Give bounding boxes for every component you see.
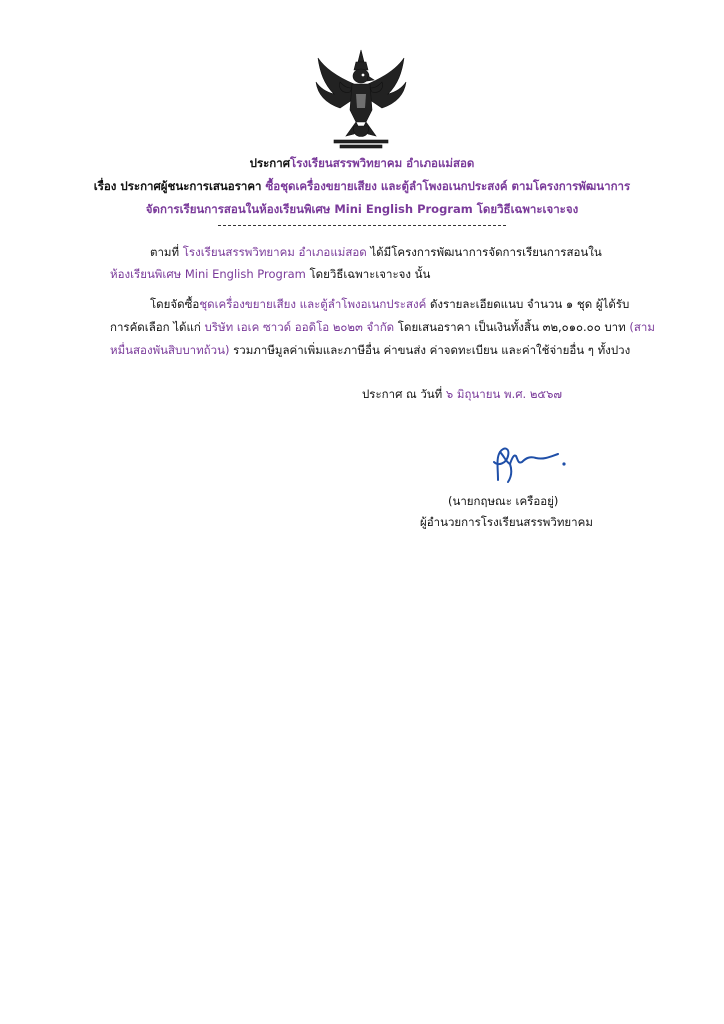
para2-price-words-b: หมื่นสองพันสิบบาทถ้วน) xyxy=(110,343,230,357)
announcement-date xyxy=(362,386,562,402)
para2-price-words-a: (สาม xyxy=(629,320,655,334)
para2-text-c: ดังรายละเอียดแนบ จำนวน ๑ ชุด ผู้ได้รับ xyxy=(426,297,630,311)
signer-position: ผู้อำนวยการโรงเรียนสรรพวิทยาคม xyxy=(420,515,593,529)
para1-school: โรงเรียนสรรพวิทยาคม อำเภอแม่สอด xyxy=(182,245,367,259)
page-title xyxy=(0,155,724,171)
subject-prefix: เรื่อง ประกาศผู้ชนะการเสนอราคา xyxy=(93,179,266,193)
subject-item: ซื้อชุดเครื่องขยายเสียง และตู้ลำโพงอเนกประสงค์ ตามโครงการพัฒนาการ xyxy=(265,179,631,193)
para2-item: ชุดเครื่องขยายเสียง และตู้ลำโพงอเนกประสงค์ xyxy=(199,297,427,311)
title-prefix: ประกาศ xyxy=(249,156,291,170)
para2-line-1 xyxy=(150,296,629,312)
subject-line-2: จัดการเรียนการสอนในห้องเรียนพิเศษ Mini English Program โดยวิธีเฉพาะเจาะจง xyxy=(145,202,579,216)
subject-line-1 xyxy=(0,178,724,194)
para1-program: ห้องเรียนพิเศษ Mini English Program xyxy=(110,267,306,281)
para2-vendor: บริษัท เอเค ซาวด์ ออดิโอ ๒๐๒๓ จำกัด xyxy=(204,320,395,334)
date-value: ๖ มิถุนายน พ.ศ. ๒๕๖๗ xyxy=(445,387,563,401)
para1-line-2 xyxy=(110,266,430,282)
para2-text-d: การคัดเลือก ได้แก่ xyxy=(110,320,205,334)
para2-price: โดยเสนอราคา เป็นเงินทั้งสิ้น ๓๒,๐๑๐.๐๐ บาท xyxy=(394,320,630,334)
para1-text-e: โดยวิธีเฉพาะเจาะจง นั้น xyxy=(305,267,431,281)
para2-line-3 xyxy=(110,342,630,358)
divider xyxy=(218,225,506,226)
title-school: โรงเรียนสรรพวิทยาคม อำเภอแม่สอด xyxy=(290,156,475,170)
garuda-emblem-icon xyxy=(310,48,412,152)
para1-text-c: ได้มีโครงการพัฒนาการจัดการเรียนการสอนใน xyxy=(366,245,602,259)
para2-text-a: โดยจัดซื้อ xyxy=(150,297,200,311)
para2-line-2 xyxy=(110,319,655,335)
para1-line-1 xyxy=(150,244,602,260)
signature-icon xyxy=(488,440,568,486)
date-prefix: ประกาศ ณ วันที่ xyxy=(362,387,446,401)
signer-name: (นายกฤษณะ เครืออยู่) xyxy=(448,494,559,508)
para1-text-a: ตามที่ xyxy=(150,245,183,259)
para2-text-i: รวมภาษีมูลค่าเพิ่มและภาษีอื่น ค่าขนส่ง ค่าจดทะเบียน และค่าใช้จ่ายอื่น ๆ ทั้งปวง xyxy=(229,343,631,357)
